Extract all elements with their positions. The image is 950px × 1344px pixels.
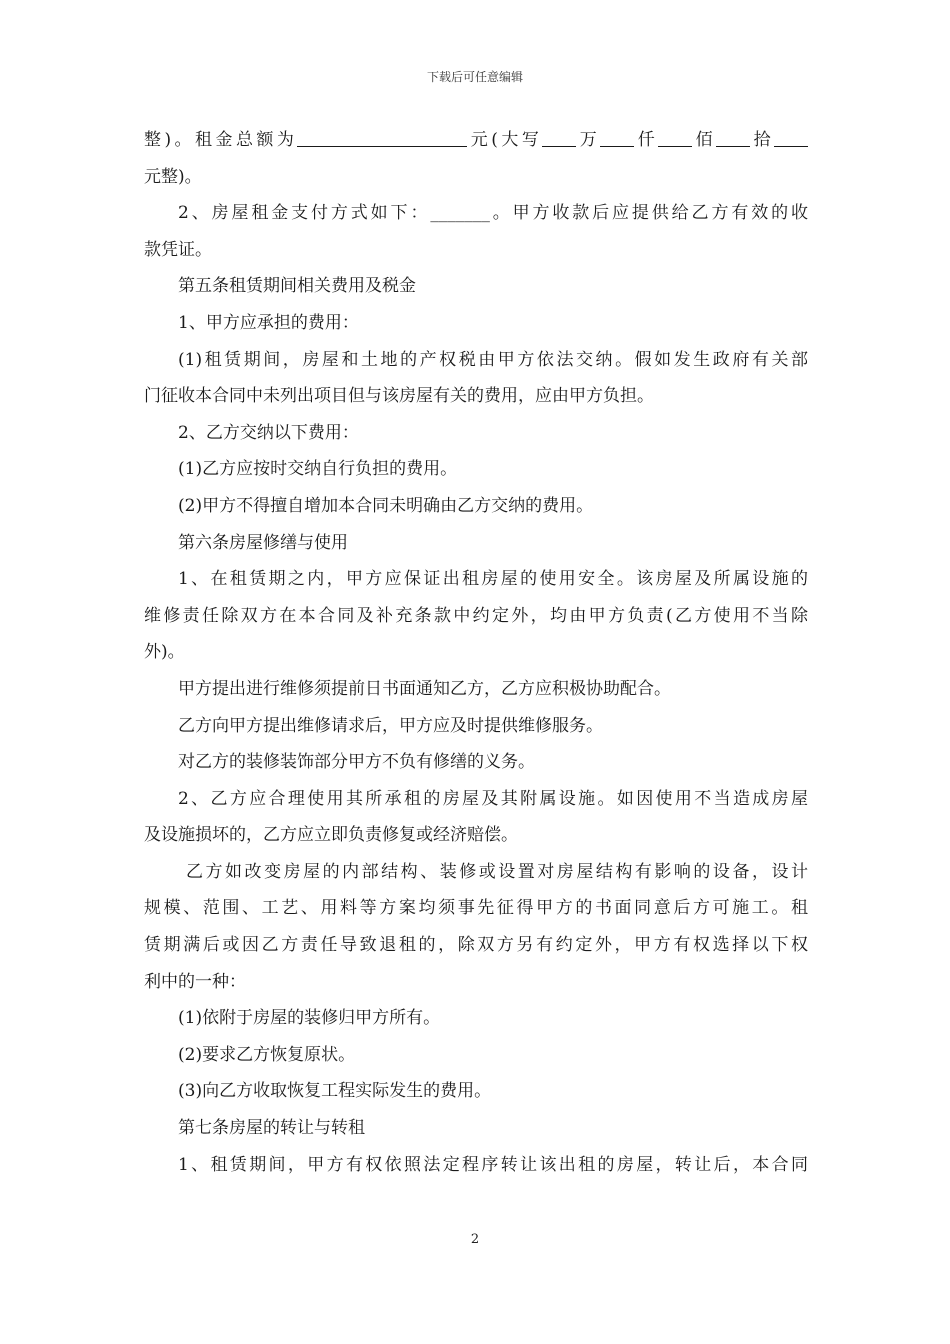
paragraph-line: 1、在租赁期之内，甲方应保证出租房屋的使用安全。该房屋及所属设施的	[178, 569, 808, 590]
section-heading: 第七条房屋的转让与转租	[178, 1118, 365, 1139]
paragraph-line: 2、房屋租金支付方式如下：_______。甲方收款后应提供给乙方有效的收	[178, 203, 808, 224]
paragraph-line: 元整)。	[144, 166, 202, 187]
paragraph-line: 维修责任除双方在本合同及补充条款中约定外，均由甲方负责(乙方使用不当除	[144, 605, 808, 626]
text-segment: 拾	[750, 130, 775, 150]
paragraph-line: 甲方提出进行维修须提前日书面通知乙方，乙方应积极协助配合。	[178, 678, 671, 699]
blank-end	[774, 128, 808, 147]
blank-qian	[600, 128, 634, 147]
paragraph-line: 外)。	[144, 642, 185, 663]
paragraph-line: 利中的一种：	[144, 971, 246, 992]
paragraph-line: 1、甲方应承担的费用：	[178, 312, 359, 333]
paragraph-line: 门征收本合同中未列出项目但与该房屋有关的费用，应由甲方负担。	[144, 386, 654, 407]
paragraph-line: 对乙方的装修装饰部分甲方不负有修缮的义务。	[178, 752, 535, 773]
paragraph-line: 乙方向甲方提出维修请求后，甲方应及时提供维修服务。	[178, 715, 603, 736]
paragraph-line: 款凭证。	[144, 239, 212, 260]
paragraph-line: (1)依附于房屋的装修归甲方所有。	[178, 1008, 441, 1029]
text-segment: 仟	[634, 130, 659, 150]
document-body	[144, 122, 808, 1183]
blank-wan	[542, 128, 576, 147]
blank-shi	[716, 128, 750, 147]
page-header: 下载后可任意编辑	[426, 70, 523, 84]
text-segment: 佰	[692, 130, 717, 150]
rent-total-line	[144, 122, 808, 159]
blank-amount	[297, 128, 467, 147]
paragraph-line: 2、乙方应合理使用其所承租的房屋及其附属设施。如因使用不当造成房屋	[178, 788, 808, 809]
blank-bai	[658, 128, 692, 147]
paragraph-line: 1、租赁期间，甲方有权依照法定程序转让该出租的房屋，转让后，本合同	[178, 1154, 808, 1175]
paragraph-line: 2、乙方交纳以下费用：	[178, 422, 359, 443]
section-heading: 第五条租赁期间相关费用及税金	[178, 276, 416, 297]
paragraph-line: 规模、范围、工艺、用料等方案均须事先征得甲方的书面同意后方可施工。租	[144, 898, 808, 919]
paragraph-line: (2)甲方不得擅自增加本合同未明确由乙方交纳的费用。	[178, 495, 594, 516]
paragraph-line: (2)要求乙方恢复原状。	[178, 1044, 356, 1065]
paragraph-line: (1)租赁期间，房屋和土地的产权税由甲方依法交纳。假如发生政府有关部	[178, 349, 808, 370]
text-segment: 整)。租金总额为	[144, 130, 298, 150]
paragraph-line: 及设施损坏的，乙方应立即负责修复或经济赔偿。	[144, 825, 518, 846]
paragraph-line: (1)乙方应按时交纳自行负担的费用。	[178, 459, 458, 480]
text-segment: 元(大写	[467, 130, 543, 150]
paragraph-line: 乙方如改变房屋的内部结构、装修或设置对房屋结构有影响的设备，设计	[186, 861, 808, 882]
paragraph-line: 赁期满后或因乙方责任导致退租的，除双方另有约定外，甲方有权选择以下权	[144, 935, 808, 956]
text-segment: 万	[576, 130, 601, 150]
page-number: 2	[470, 1232, 480, 1247]
section-heading: 第六条房屋修缮与使用	[178, 532, 348, 553]
paragraph-line: (3)向乙方收取恢复工程实际发生的费用。	[178, 1081, 492, 1102]
